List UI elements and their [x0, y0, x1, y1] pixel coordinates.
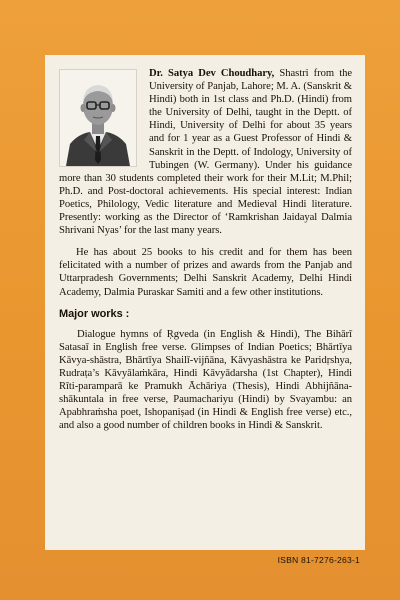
author-name: Dr. Satya Dev Choudhary, — [149, 68, 275, 79]
author-bio-text: Shastri from the University of Panjab, Lahore; M. A. (Sanskrit & Hindi) both in 1st class and Ph.D. (Hindi) from the University of Delhi, taught in the Deptt. of Hindi, University of Delhi for about 35 years and for 1 year as a Guest Professor of Hindi & Sanskrit in the Deptt. of Indology, University of Tubingen (W. Germany). Under his guidance more than 30 students completed their work for their M.Lit; M.Phil; Ph.D. and Post-doctoral achievements. His special interest: Indian Poetics, Philology, Vedic literature and Medieval Hindi literature. Presently: working as the Director of ‘Ramkrishan Jaidayal Dalmia Shrivani Nyas’ for the last many years. — [59, 68, 353, 237]
author-portrait-image — [60, 70, 136, 166]
awards-paragraph: He has about 25 books to his credit and for them has been felicitated with a number of prizes and awards from the Panjab and Uttarpradesh Governments; Delhi Sanskrit Academy, Delhi Hindi Academy, Dalmia Puraskar Samiti and a few other institutions. — [59, 247, 352, 298]
major-works-text: Dialogue hymns of Ṛgveda (in English & Hindi), The Bihārī Satasaī in English free verse. Glimpses of Indian Poetics; Bhārtīya Kāvya-shāstra, Bhārtīya Shailī-vijñāna, Kāvyashāstra ke Paridṛshya, Rudraṭa’s Kāvyālaṁkāra, Hindi Kāvyādarsha (1st Chapter), Hindi Rīti-paramparā ke Pramukh Āchāriya (Thesis), Hindi Abhijñāna-shākuntala in free verse, Paumachariyu (Hindi) by Svayambu: an Apabhraṁsha poet, Ishopaniṣad (in Hindi & English free verse) etc., and also a good number of children books in Hindi & Sanskrit. — [59, 328, 352, 432]
author-photo — [59, 69, 137, 167]
text-panel — [45, 55, 365, 550]
major-works-heading: Major works : — [59, 307, 130, 320]
isbn-label: ISBN 81-7276-263-1 — [277, 555, 360, 565]
